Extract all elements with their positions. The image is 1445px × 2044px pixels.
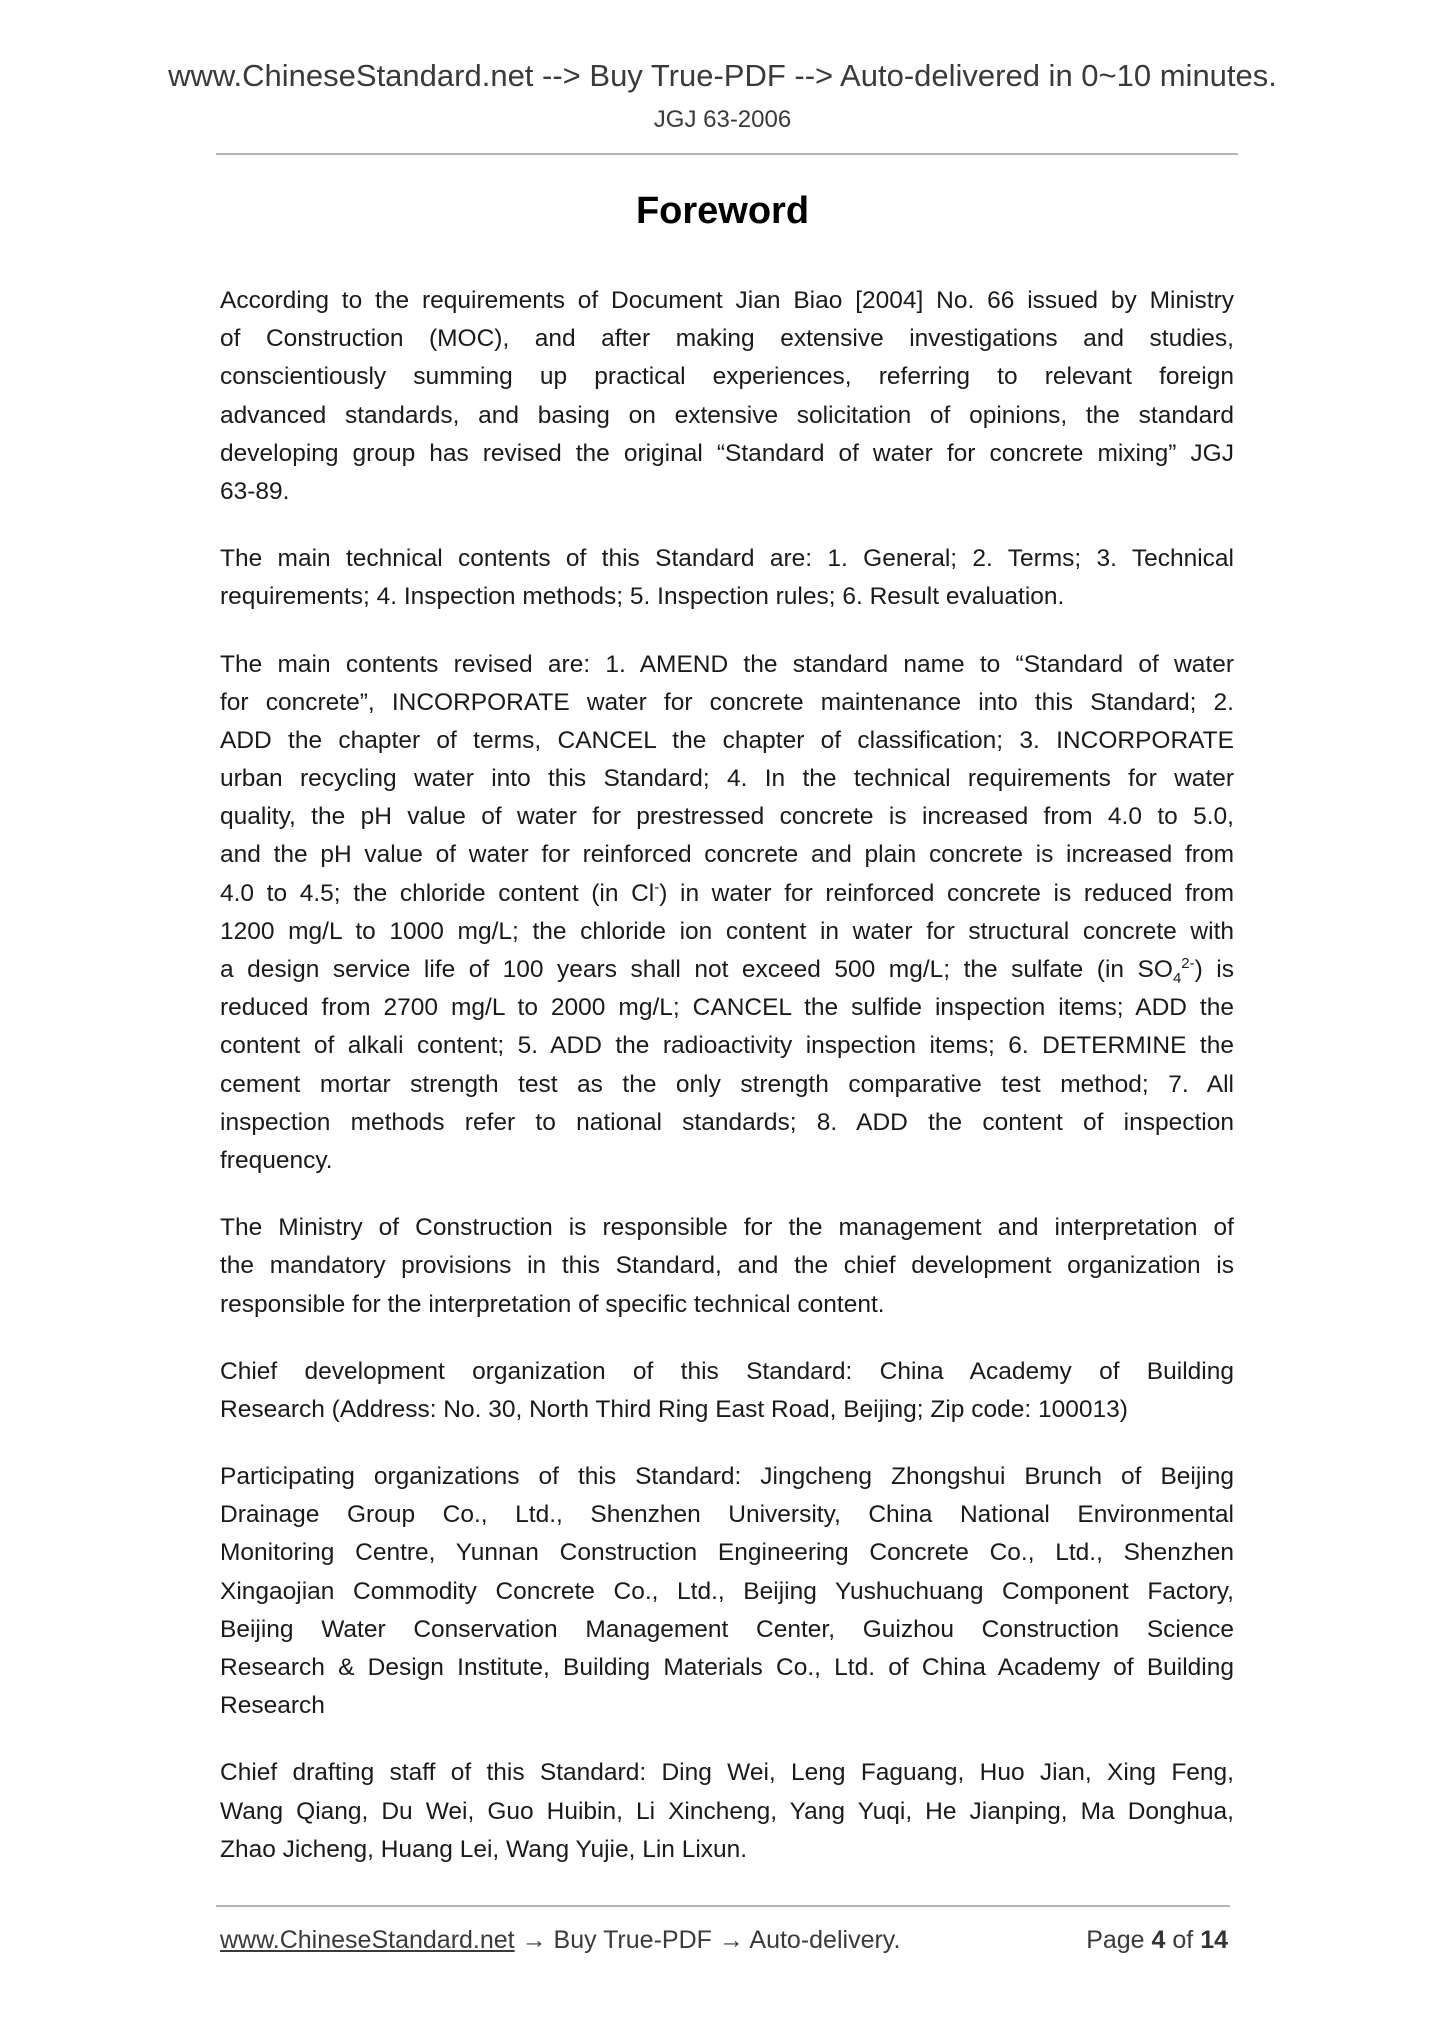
text-line: Drainage Group Co., Ltd., Shenzhen University, China National Environmental (220, 1501, 1234, 1529)
text-segment: 4.0 to 4.5; the chloride content (in Cl (220, 879, 655, 907)
text-line: and the pH value of water for reinforced concrete and plain concrete is increased from (220, 841, 1234, 869)
text-line: requirements; 4. Inspection methods; 5. Inspection rules; 6. Result evaluation. (220, 583, 1065, 611)
text-line: The Ministry of Construction is responsible for the management and interpretation of (220, 1214, 1234, 1242)
text-line: Research (Address: No. 30, North Third Ring East Road, Beijing; Zip code: 100013) (220, 1395, 1128, 1423)
text-line: reduced from 2700 mg/L to 2000 mg/L; CANCEL the sulfide inspection items; ADD the (220, 994, 1234, 1022)
text-line: developing group has revised the original “Standard of water for concrete mixing” JGJ (220, 439, 1234, 467)
text-line: The main contents revised are: 1. AMEND the standard name to “Standard of water (220, 650, 1234, 678)
text-line: The main technical contents of this Standard are: 1. General; 2. Terms; 3. Technical (220, 545, 1234, 573)
text-segment: ) in water for reinforced concrete is reduced from (659, 879, 1234, 907)
header-banner: www.ChineseStandard.net --> Buy True-PDF --> Auto-delivered in 0~10 minutes. (168, 58, 1277, 93)
text-line: Chief development organization of this Standard: China Academy of Building (220, 1357, 1234, 1385)
text-segment: ) is (1194, 956, 1234, 983)
text-line: Xingaojian Commodity Concrete Co., Ltd., Beijing Yushuchuang Component Factory, (220, 1577, 1234, 1605)
paragraph (220, 1754, 1234, 1869)
text-line: Monitoring Centre, Yunnan Construction Engineering Concrete Co., Ltd., Shenzhen (220, 1539, 1234, 1567)
page-title: Foreword (635, 190, 810, 232)
text-line: Beijing Water Conservation Management Center, Guizhou Construction Science (220, 1615, 1234, 1643)
text-line: for concrete”, INCORPORATE water for concrete maintenance into this Standard; 2. (220, 688, 1234, 716)
page-indicator (1086, 1926, 1228, 1955)
page-prefix: Page (1086, 1926, 1152, 1954)
text-line: quality, the pH value of water for prestressed concrete is increased from 4.0 to 5.0, (220, 803, 1234, 831)
footer-divider (216, 1905, 1230, 1907)
page-total: 14 (1200, 1926, 1228, 1954)
text-line: Research (220, 1692, 325, 1720)
text-line: cement mortar strength test as the only strength comparative test method; 7. All (220, 1070, 1234, 1098)
text-line: of Construction (MOC), and after making extensive investigations and studies, (220, 325, 1234, 353)
paragraph (220, 1458, 1234, 1725)
paragraph (220, 1353, 1234, 1429)
page-of: of (1165, 1926, 1201, 1954)
text-line: conscientiously summing up practical experiences, referring to relevant foreign (220, 363, 1234, 391)
standard-code: JGJ 63-2006 (653, 106, 792, 133)
subscript: 4 (1172, 969, 1182, 987)
text-line: Zhao Jicheng, Huang Lei, Wang Yujie, Lin Lixun. (220, 1835, 748, 1863)
text-line: 63-89. (220, 477, 290, 505)
text-line: inspection methods refer to national standards; 8. ADD the content of inspection (220, 1108, 1234, 1136)
text-line (220, 875, 1234, 913)
superscript: - (654, 878, 660, 896)
text-line: ADD the chapter of terms, CANCEL the chapter of classification; 3. INCORPORATE (220, 726, 1234, 754)
text-line (220, 951, 1234, 989)
text-line: frequency. (220, 1146, 333, 1174)
paragraph (220, 540, 1234, 616)
text-line: 1200 mg/L to 1000 mg/L; the chloride ion content in water for structural concrete with (220, 917, 1234, 945)
footer-site-link[interactable]: www.ChineseStandard.net (220, 1926, 515, 1954)
footer-text: → Buy True-PDF → Auto-delivery. (514, 1926, 901, 1954)
text-line: Wang Qiang, Du Wei, Guo Huibin, Li Xincheng, Yang Yuqi, He Jianping, Ma Donghua, (220, 1797, 1234, 1825)
superscript: 2- (1181, 954, 1195, 972)
footer (220, 1926, 1228, 1955)
page-current: 4 (1151, 1926, 1166, 1954)
text-line: responsible for the interpretation of specific technical content. (220, 1290, 885, 1318)
text-line: Chief drafting staff of this Standard: Ding Wei, Leng Faguang, Huo Jian, Xing Feng, (220, 1759, 1234, 1787)
paragraph (220, 282, 1234, 511)
text-line: Participating organizations of this Standard: Jingcheng Zhongshui Brunch of Beijing (220, 1463, 1234, 1491)
text-line: Research & Design Institute, Building Materials Co., Ltd. of China Academy of Building (220, 1654, 1234, 1681)
text-line: urban recycling water into this Standard; 4. In the technical requirements for water (220, 765, 1234, 793)
text-line: the mandatory provisions in this Standard, and the chief development organization is (220, 1252, 1234, 1280)
text-line: content of alkali content; 5. ADD the radioactivity inspection items; 6. DETERMINE the (220, 1032, 1234, 1060)
text-segment: a design service life of 100 years shall not exceed 500 mg/L; the sulfate (in SO (220, 956, 1173, 983)
header-divider (216, 153, 1238, 155)
text-line: According to the requirements of Document Jian Biao [2004] No. 66 issued by Ministry (220, 287, 1234, 314)
paragraph (220, 1209, 1234, 1324)
document-body (220, 282, 1234, 1898)
paragraph (220, 646, 1234, 1181)
text-line: advanced standards, and basing on extensive solicitation of opinions, the standard (220, 401, 1234, 429)
